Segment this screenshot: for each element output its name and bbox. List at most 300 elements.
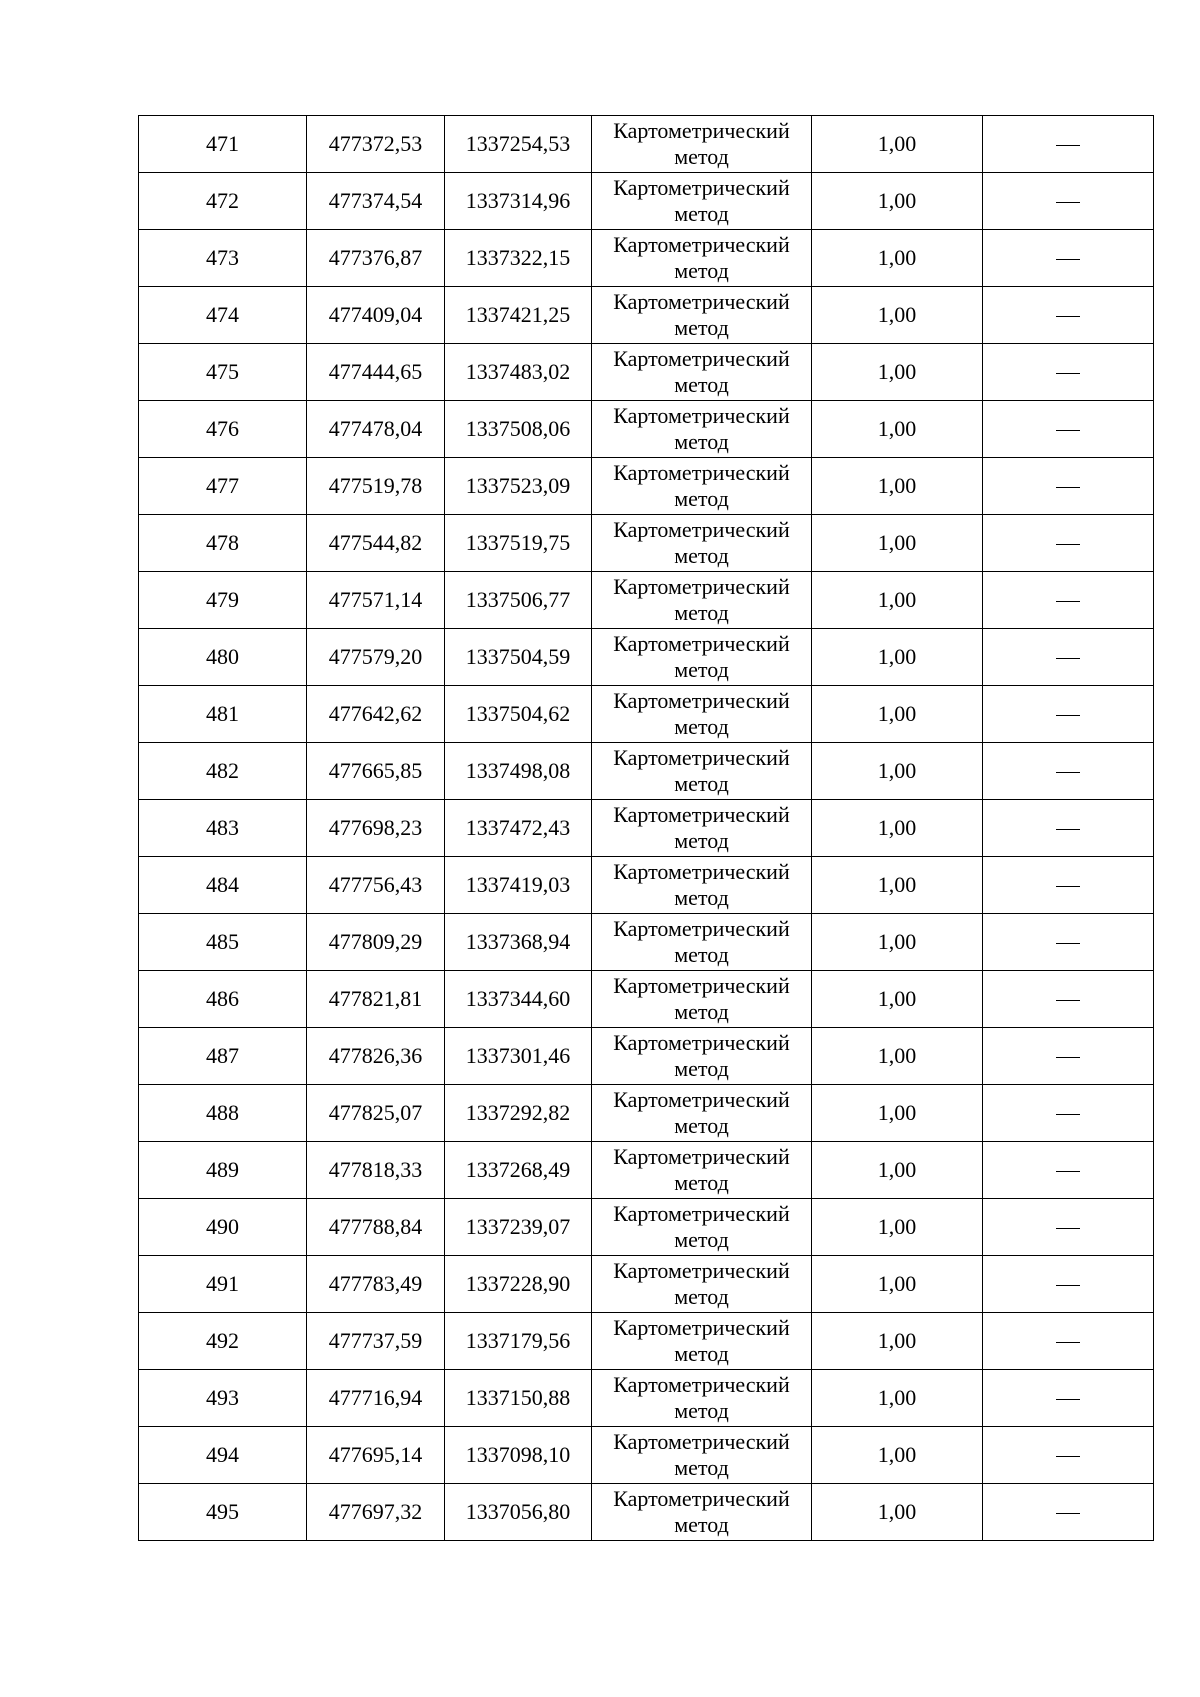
point-number-cell xyxy=(139,971,307,1028)
x-coordinate-cell xyxy=(307,572,445,629)
method-cell-text: Картометрический метод xyxy=(613,517,790,568)
table-row xyxy=(139,914,1154,971)
x-coordinate-cell xyxy=(307,230,445,287)
point-number-cell xyxy=(139,287,307,344)
y-coordinate-cell-text: 1337098,10 xyxy=(465,1442,571,1467)
method-cell-text: Картометрический метод xyxy=(613,916,790,967)
x-coordinate-cell xyxy=(307,686,445,743)
description-cell-text xyxy=(1056,1285,1080,1286)
description-cell-text xyxy=(1056,1513,1080,1514)
point-number-cell xyxy=(139,1427,307,1484)
method-cell-text: Картометрический метод xyxy=(613,289,790,340)
method-cell-text: Картометрический метод xyxy=(613,1429,790,1480)
precision-cell-text: 1,00 xyxy=(877,1100,917,1125)
y-coordinate-cell-text: 1337519,75 xyxy=(465,530,571,555)
x-coordinate-cell xyxy=(307,1313,445,1370)
precision-cell xyxy=(812,458,983,515)
point-number-cell xyxy=(139,743,307,800)
method-cell xyxy=(592,344,812,401)
point-number-cell xyxy=(139,1256,307,1313)
precision-cell xyxy=(812,230,983,287)
description-cell-text xyxy=(1056,829,1080,830)
description-cell xyxy=(983,629,1154,686)
y-coordinate-cell-text: 1337472,43 xyxy=(465,815,571,840)
precision-cell-text: 1,00 xyxy=(877,872,917,897)
precision-cell xyxy=(812,572,983,629)
description-cell xyxy=(983,116,1154,173)
point-number-cell xyxy=(139,401,307,458)
x-coordinate-cell-text: 477821,81 xyxy=(328,986,423,1011)
x-coordinate-cell-text: 477695,14 xyxy=(328,1442,423,1467)
x-coordinate-cell xyxy=(307,1085,445,1142)
point-number-cell-text: 495 xyxy=(206,1499,239,1524)
precision-cell-text: 1,00 xyxy=(877,302,917,327)
x-coordinate-cell-text: 477642,62 xyxy=(328,701,423,726)
precision-cell xyxy=(812,1142,983,1199)
point-number-cell-text: 476 xyxy=(206,416,239,441)
precision-cell xyxy=(812,857,983,914)
point-number-cell xyxy=(139,857,307,914)
description-cell xyxy=(983,743,1154,800)
table-row xyxy=(139,572,1154,629)
y-coordinate-cell-text: 1337314,96 xyxy=(465,188,571,213)
table-row xyxy=(139,1199,1154,1256)
y-coordinate-cell-text: 1337523,09 xyxy=(465,473,571,498)
method-cell xyxy=(592,800,812,857)
point-number-cell-text: 475 xyxy=(206,359,239,384)
table-row xyxy=(139,458,1154,515)
table-row xyxy=(139,743,1154,800)
table-row xyxy=(139,1313,1154,1370)
description-cell-text xyxy=(1056,1456,1080,1457)
method-cell xyxy=(592,1427,812,1484)
method-cell xyxy=(592,914,812,971)
point-number-cell xyxy=(139,173,307,230)
precision-cell-text: 1,00 xyxy=(877,416,917,441)
y-coordinate-cell xyxy=(445,116,592,173)
x-coordinate-cell xyxy=(307,1199,445,1256)
description-cell xyxy=(983,1256,1154,1313)
method-cell xyxy=(592,1085,812,1142)
point-number-cell xyxy=(139,230,307,287)
description-cell xyxy=(983,515,1154,572)
description-cell-text xyxy=(1056,487,1080,488)
method-cell-text: Картометрический метод xyxy=(613,1087,790,1138)
precision-cell-text: 1,00 xyxy=(877,1271,917,1296)
precision-cell-text: 1,00 xyxy=(877,1157,917,1182)
precision-cell xyxy=(812,1427,983,1484)
description-cell-text xyxy=(1056,430,1080,431)
point-number-cell-text: 474 xyxy=(206,302,239,327)
point-number-cell xyxy=(139,800,307,857)
y-coordinate-cell-text: 1337254,53 xyxy=(465,131,571,156)
precision-cell-text: 1,00 xyxy=(877,530,917,555)
point-number-cell xyxy=(139,458,307,515)
y-coordinate-cell-text: 1337421,25 xyxy=(465,302,571,327)
y-coordinate-cell xyxy=(445,401,592,458)
y-coordinate-cell xyxy=(445,800,592,857)
description-cell xyxy=(983,458,1154,515)
method-cell xyxy=(592,1484,812,1541)
x-coordinate-cell xyxy=(307,914,445,971)
precision-cell-text: 1,00 xyxy=(877,815,917,840)
table-body xyxy=(139,116,1154,1541)
description-cell-text xyxy=(1056,1342,1080,1343)
precision-cell-text: 1,00 xyxy=(877,473,917,498)
method-cell-text: Картометрический метод xyxy=(613,460,790,511)
x-coordinate-cell-text: 477665,85 xyxy=(328,758,423,783)
point-number-cell xyxy=(139,1199,307,1256)
table-row xyxy=(139,1484,1154,1541)
y-coordinate-cell-text: 1337292,82 xyxy=(465,1100,571,1125)
description-cell-text xyxy=(1056,544,1080,545)
precision-cell xyxy=(812,1085,983,1142)
precision-cell-text: 1,00 xyxy=(877,1442,917,1467)
method-cell-text: Картометрический метод xyxy=(613,1144,790,1195)
y-coordinate-cell-text: 1337506,77 xyxy=(465,587,571,612)
precision-cell-text: 1,00 xyxy=(877,758,917,783)
x-coordinate-cell-text: 477716,94 xyxy=(328,1385,423,1410)
point-number-cell xyxy=(139,629,307,686)
point-number-cell xyxy=(139,1484,307,1541)
y-coordinate-cell xyxy=(445,1085,592,1142)
description-cell-text xyxy=(1056,373,1080,374)
description-cell xyxy=(983,230,1154,287)
y-coordinate-cell-text: 1337239,07 xyxy=(465,1214,571,1239)
precision-cell-text: 1,00 xyxy=(877,587,917,612)
description-cell-text xyxy=(1056,145,1080,146)
y-coordinate-cell-text: 1337498,08 xyxy=(465,758,571,783)
point-number-cell-text: 486 xyxy=(206,986,239,1011)
y-coordinate-cell xyxy=(445,230,592,287)
point-number-cell xyxy=(139,686,307,743)
x-coordinate-cell-text: 477372,53 xyxy=(328,131,423,156)
precision-cell-text: 1,00 xyxy=(877,1385,917,1410)
point-number-cell-text: 491 xyxy=(206,1271,239,1296)
precision-cell-text: 1,00 xyxy=(877,701,917,726)
point-number-cell-text: 489 xyxy=(206,1157,239,1182)
x-coordinate-cell xyxy=(307,857,445,914)
x-coordinate-cell-text: 477698,23 xyxy=(328,815,423,840)
point-number-cell xyxy=(139,344,307,401)
description-cell xyxy=(983,800,1154,857)
precision-cell xyxy=(812,1028,983,1085)
description-cell xyxy=(983,857,1154,914)
point-number-cell-text: 473 xyxy=(206,245,239,270)
y-coordinate-cell xyxy=(445,1484,592,1541)
description-cell xyxy=(983,1370,1154,1427)
point-number-cell-text: 492 xyxy=(206,1328,239,1353)
table-row xyxy=(139,1085,1154,1142)
x-coordinate-cell-text: 477818,33 xyxy=(328,1157,423,1182)
description-cell xyxy=(983,344,1154,401)
y-coordinate-cell-text: 1337179,56 xyxy=(465,1328,571,1353)
x-coordinate-cell xyxy=(307,800,445,857)
description-cell-text xyxy=(1056,1000,1080,1001)
method-cell xyxy=(592,857,812,914)
description-cell xyxy=(983,1427,1154,1484)
description-cell-text xyxy=(1056,1228,1080,1229)
method-cell xyxy=(592,743,812,800)
description-cell-text xyxy=(1056,259,1080,260)
precision-cell-text: 1,00 xyxy=(877,986,917,1011)
method-cell-text: Картометрический метод xyxy=(613,175,790,226)
y-coordinate-cell xyxy=(445,1142,592,1199)
table-row xyxy=(139,686,1154,743)
table-row xyxy=(139,401,1154,458)
point-number-cell-text: 494 xyxy=(206,1442,239,1467)
x-coordinate-cell-text: 477374,54 xyxy=(328,188,423,213)
y-coordinate-cell-text: 1337508,06 xyxy=(465,416,571,441)
method-cell xyxy=(592,287,812,344)
precision-cell-text: 1,00 xyxy=(877,929,917,954)
table-row xyxy=(139,173,1154,230)
point-number-cell-text: 472 xyxy=(206,188,239,213)
method-cell xyxy=(592,1256,812,1313)
precision-cell xyxy=(812,1199,983,1256)
table-row xyxy=(139,1427,1154,1484)
method-cell xyxy=(592,1370,812,1427)
x-coordinate-cell xyxy=(307,971,445,1028)
description-cell-text xyxy=(1056,1057,1080,1058)
precision-cell xyxy=(812,800,983,857)
precision-cell xyxy=(812,743,983,800)
description-cell xyxy=(983,401,1154,458)
y-coordinate-cell xyxy=(445,1427,592,1484)
y-coordinate-cell-text: 1337344,60 xyxy=(465,986,571,1011)
description-cell-text xyxy=(1056,202,1080,203)
method-cell xyxy=(592,971,812,1028)
description-cell-text xyxy=(1056,715,1080,716)
x-coordinate-cell-text: 477519,78 xyxy=(328,473,423,498)
point-number-cell xyxy=(139,1313,307,1370)
precision-cell xyxy=(812,401,983,458)
description-cell xyxy=(983,1085,1154,1142)
x-coordinate-cell xyxy=(307,1427,445,1484)
table-row xyxy=(139,1142,1154,1199)
point-number-cell-text: 478 xyxy=(206,530,239,555)
precision-cell-text: 1,00 xyxy=(877,1043,917,1068)
y-coordinate-cell-text: 1337150,88 xyxy=(465,1385,571,1410)
y-coordinate-cell-text: 1337419,03 xyxy=(465,872,571,897)
description-cell xyxy=(983,1028,1154,1085)
point-number-cell-text: 488 xyxy=(206,1100,239,1125)
precision-cell xyxy=(812,914,983,971)
x-coordinate-cell-text: 477737,59 xyxy=(328,1328,423,1353)
y-coordinate-cell-text: 1337268,49 xyxy=(465,1157,571,1182)
x-coordinate-cell-text: 477579,20 xyxy=(328,644,423,669)
x-coordinate-cell xyxy=(307,1028,445,1085)
precision-cell xyxy=(812,1484,983,1541)
method-cell xyxy=(592,1028,812,1085)
precision-cell xyxy=(812,1370,983,1427)
table-row xyxy=(139,344,1154,401)
precision-cell-text: 1,00 xyxy=(877,1328,917,1353)
precision-cell-text: 1,00 xyxy=(877,1214,917,1239)
description-cell-text xyxy=(1056,316,1080,317)
x-coordinate-cell xyxy=(307,344,445,401)
x-coordinate-cell xyxy=(307,1142,445,1199)
precision-cell-text: 1,00 xyxy=(877,245,917,270)
point-number-cell-text: 471 xyxy=(206,131,239,156)
method-cell xyxy=(592,686,812,743)
method-cell xyxy=(592,173,812,230)
x-coordinate-cell-text: 477809,29 xyxy=(328,929,423,954)
x-coordinate-cell-text: 477376,87 xyxy=(328,245,423,270)
x-coordinate-cell xyxy=(307,173,445,230)
precision-cell-text: 1,00 xyxy=(877,359,917,384)
method-cell-text: Картометрический метод xyxy=(613,802,790,853)
y-coordinate-cell xyxy=(445,287,592,344)
x-coordinate-cell xyxy=(307,743,445,800)
x-coordinate-cell-text: 477444,65 xyxy=(328,359,423,384)
point-number-cell-text: 490 xyxy=(206,1214,239,1239)
x-coordinate-cell xyxy=(307,1484,445,1541)
precision-cell xyxy=(812,515,983,572)
description-cell xyxy=(983,173,1154,230)
point-number-cell-text: 483 xyxy=(206,815,239,840)
y-coordinate-cell xyxy=(445,344,592,401)
y-coordinate-cell xyxy=(445,1199,592,1256)
y-coordinate-cell xyxy=(445,629,592,686)
method-cell-text: Картометрический метод xyxy=(613,859,790,910)
point-number-cell xyxy=(139,572,307,629)
method-cell xyxy=(592,458,812,515)
method-cell xyxy=(592,515,812,572)
precision-cell xyxy=(812,1313,983,1370)
method-cell xyxy=(592,1313,812,1370)
method-cell xyxy=(592,116,812,173)
point-number-cell xyxy=(139,116,307,173)
table-row xyxy=(139,1028,1154,1085)
table-row xyxy=(139,857,1154,914)
table-row xyxy=(139,800,1154,857)
y-coordinate-cell-text: 1337056,80 xyxy=(465,1499,571,1524)
x-coordinate-cell-text: 477826,36 xyxy=(328,1043,423,1068)
y-coordinate-cell xyxy=(445,971,592,1028)
y-coordinate-cell xyxy=(445,515,592,572)
description-cell-text xyxy=(1056,943,1080,944)
y-coordinate-cell xyxy=(445,1370,592,1427)
precision-cell xyxy=(812,116,983,173)
y-coordinate-cell xyxy=(445,1313,592,1370)
method-cell xyxy=(592,401,812,458)
method-cell-text: Картометрический метод xyxy=(613,1030,790,1081)
coordinates-table xyxy=(138,115,1154,1541)
y-coordinate-cell xyxy=(445,1256,592,1313)
method-cell xyxy=(592,230,812,287)
x-coordinate-cell xyxy=(307,1370,445,1427)
y-coordinate-cell-text: 1337228,90 xyxy=(465,1271,571,1296)
point-number-cell xyxy=(139,515,307,572)
method-cell-text: Картометрический метод xyxy=(613,346,790,397)
point-number-cell-text: 482 xyxy=(206,758,239,783)
y-coordinate-cell xyxy=(445,572,592,629)
y-coordinate-cell-text: 1337322,15 xyxy=(465,245,571,270)
precision-cell-text: 1,00 xyxy=(877,131,917,156)
method-cell-text: Картометрический метод xyxy=(613,1372,790,1423)
point-number-cell xyxy=(139,1142,307,1199)
point-number-cell xyxy=(139,914,307,971)
point-number-cell-text: 477 xyxy=(206,473,239,498)
point-number-cell xyxy=(139,1370,307,1427)
precision-cell-text: 1,00 xyxy=(877,188,917,213)
description-cell xyxy=(983,971,1154,1028)
y-coordinate-cell xyxy=(445,686,592,743)
description-cell xyxy=(983,287,1154,344)
description-cell xyxy=(983,572,1154,629)
description-cell-text xyxy=(1056,1399,1080,1400)
table-row xyxy=(139,1370,1154,1427)
point-number-cell-text: 484 xyxy=(206,872,239,897)
point-number-cell xyxy=(139,1085,307,1142)
description-cell-text xyxy=(1056,1171,1080,1172)
x-coordinate-cell xyxy=(307,515,445,572)
y-coordinate-cell-text: 1337504,62 xyxy=(465,701,571,726)
x-coordinate-cell xyxy=(307,401,445,458)
description-cell-text xyxy=(1056,601,1080,602)
x-coordinate-cell-text: 477544,82 xyxy=(328,530,423,555)
point-number-cell-text: 485 xyxy=(206,929,239,954)
description-cell-text xyxy=(1056,658,1080,659)
y-coordinate-cell xyxy=(445,173,592,230)
description-cell xyxy=(983,1142,1154,1199)
x-coordinate-cell-text: 477756,43 xyxy=(328,872,423,897)
point-number-cell-text: 493 xyxy=(206,1385,239,1410)
x-coordinate-cell xyxy=(307,458,445,515)
x-coordinate-cell-text: 477571,14 xyxy=(328,587,423,612)
precision-cell xyxy=(812,173,983,230)
method-cell-text: Картометрический метод xyxy=(613,688,790,739)
point-number-cell-text: 480 xyxy=(206,644,239,669)
method-cell-text: Картометрический метод xyxy=(613,1315,790,1366)
precision-cell xyxy=(812,287,983,344)
method-cell xyxy=(592,572,812,629)
precision-cell xyxy=(812,344,983,401)
table-row xyxy=(139,1256,1154,1313)
method-cell-text: Картометрический метод xyxy=(613,973,790,1024)
y-coordinate-cell-text: 1337504,59 xyxy=(465,644,571,669)
table-row xyxy=(139,971,1154,1028)
y-coordinate-cell-text: 1337301,46 xyxy=(465,1043,571,1068)
precision-cell xyxy=(812,971,983,1028)
method-cell xyxy=(592,629,812,686)
y-coordinate-cell xyxy=(445,1028,592,1085)
precision-cell xyxy=(812,1256,983,1313)
y-coordinate-cell-text: 1337368,94 xyxy=(465,929,571,954)
y-coordinate-cell xyxy=(445,743,592,800)
x-coordinate-cell-text: 477783,49 xyxy=(328,1271,423,1296)
table-row xyxy=(139,230,1154,287)
x-coordinate-cell-text: 477825,07 xyxy=(328,1100,423,1125)
x-coordinate-cell xyxy=(307,1256,445,1313)
method-cell-text: Картометрический метод xyxy=(613,403,790,454)
method-cell-text: Картометрический метод xyxy=(613,1258,790,1309)
x-coordinate-cell xyxy=(307,629,445,686)
table-row xyxy=(139,515,1154,572)
x-coordinate-cell xyxy=(307,287,445,344)
method-cell-text: Картометрический метод xyxy=(613,118,790,169)
x-coordinate-cell-text: 477409,04 xyxy=(328,302,423,327)
description-cell xyxy=(983,1199,1154,1256)
y-coordinate-cell xyxy=(445,857,592,914)
precision-cell-text: 1,00 xyxy=(877,1499,917,1524)
method-cell-text: Картометрический метод xyxy=(613,1201,790,1252)
method-cell xyxy=(592,1199,812,1256)
y-coordinate-cell xyxy=(445,914,592,971)
x-coordinate-cell-text: 477697,32 xyxy=(328,1499,423,1524)
description-cell xyxy=(983,1313,1154,1370)
